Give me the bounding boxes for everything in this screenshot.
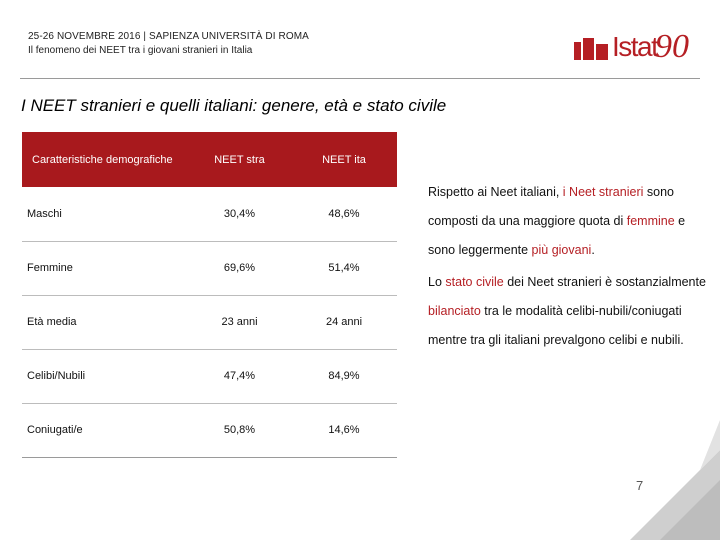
highlight-neet-stranieri: i Neet stranieri (562, 185, 644, 199)
logo-ninety: 90 (655, 28, 689, 65)
row-label: Età media (22, 295, 188, 349)
paragraph-gender-age: Rispetto ai Neet italiani, i Neet stranieri sono composti da una maggiore quota di femmine e sono leggermente più giovani. (428, 185, 686, 257)
cell-neet-stra: 50,8% (188, 403, 291, 457)
demographics-table (22, 132, 397, 458)
logo-text: Istat (612, 31, 658, 62)
page-title: I NEET stranieri e quelli italiani: genere, età e stato civile (21, 96, 447, 115)
row-label: Celibi/Nubili (22, 349, 188, 403)
cell-neet-stra: 69,6% (188, 241, 291, 295)
highlight-femmine: femmine (626, 214, 675, 228)
cell-neet-stra: 30,4% (188, 187, 291, 241)
cell-neet-stra: 23 anni (188, 295, 291, 349)
table-row (22, 403, 397, 457)
istat-logo-mark-icon (574, 36, 610, 60)
cell-neet-ita: 51,4% (291, 241, 397, 295)
row-label: Femmine (22, 241, 188, 295)
table-row (22, 187, 397, 241)
paragraph-civil-status: Lo stato civile dei Neet stranieri è sostanzialmente bilanciato tra le modalità celibi-nubili/coniugati mentre tra gli italiani prevalgono celibi e nubili. (428, 275, 706, 347)
column-header-characteristics: Caratteristiche demografiche (22, 132, 188, 187)
page-number: 7 (636, 478, 644, 493)
commentary-text (428, 178, 708, 358)
highlight-piu-giovani: più giovani (531, 243, 592, 257)
highlight-bilanciato: bilanciato (428, 304, 481, 318)
table-row (22, 295, 397, 349)
header-event: 25-26 NOVEMBRE 2016 | SAPIENZA UNIVERSITÀ DI ROMA (28, 31, 309, 42)
cell-neet-ita: 48,6% (291, 187, 397, 241)
column-header-neet-ita: NEET ita (291, 132, 397, 187)
cell-neet-ita: 84,9% (291, 349, 397, 403)
table-header-row (22, 132, 397, 187)
header-subtitle: Il fenomeno dei NEET tra i giovani stranieri in Italia (28, 45, 253, 56)
highlight-stato-civile: stato civile (445, 275, 504, 289)
corner-decoration (600, 420, 720, 540)
table-row (22, 241, 397, 295)
row-label: Coniugati/e (22, 403, 188, 457)
table-row (22, 349, 397, 403)
cell-neet-ita: 24 anni (291, 295, 397, 349)
header-divider (20, 78, 700, 79)
row-label: Maschi (22, 187, 188, 241)
cell-neet-ita: 14,6% (291, 403, 397, 457)
cell-neet-stra: 47,4% (188, 349, 291, 403)
column-header-neet-stra: NEET stra (188, 132, 291, 187)
istat-logo (572, 30, 692, 72)
